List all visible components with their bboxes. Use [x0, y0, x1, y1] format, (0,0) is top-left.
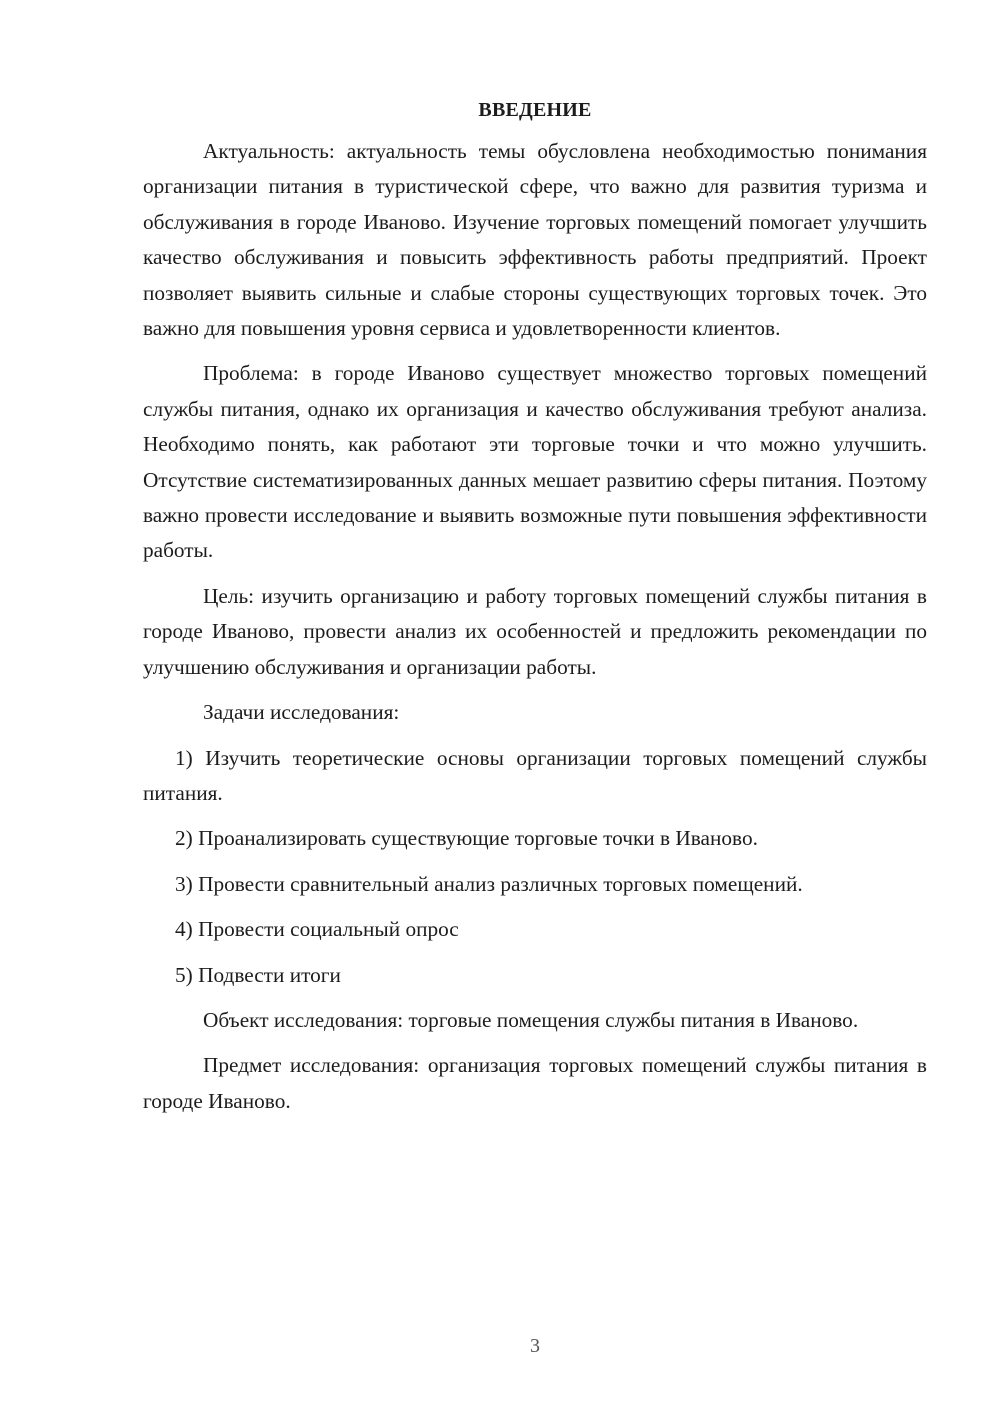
problem-paragraph: Проблема: в городе Иваново существует множество торговых помещений службы питания, однако их организация и качество обслуживания требуют анализа. Необходимо понять, как работают эти торговые точки и что можно улучшить. Отсутствие систематизированных данных мешает развитию сферы питания. Поэтому важно провести исследование и выявить возможные пути повышения эффективности работы. — [143, 361, 927, 563]
task-item-5: 5) Подвести итоги — [175, 962, 341, 987]
goal-paragraph: Цель: изучить организацию и работу торговых помещений службы питания в городе Иваново, провести анализ их особенностей и предложить рекомендации по улучшению обслуживания и организации работы. — [143, 583, 927, 679]
task-item-3: 3) Провести сравнительный анализ различных торговых помещений. — [175, 871, 803, 896]
object-paragraph: Объект исследования: торговые помещения службы питания в Иваново. — [203, 1007, 859, 1032]
task-item-4: 4) Провести социальный опрос — [175, 917, 459, 942]
subject-paragraph: Предмет исследования: организация торговых помещений службы питания в городе Иваново. — [143, 1053, 927, 1113]
task-item-2: 2) Проанализировать существующие торговые точки в Иваново. — [175, 826, 758, 851]
task-item-1: 1) Изучить теоретические основы организации торговых помещений службы питания. — [143, 745, 927, 805]
relevance-paragraph: Актуальность: актуальность темы обусловлена необходимостью понимания организации питания в туристической сфере, что важно для развития туризма и обслуживания в городе Иваново. Изучение торговых помещений помогает улучшить качество обслуживания и повысить эффективность работы предприятий. Проект позволяет выявить сильные и слабые стороны существующих торговых точек. Это важно для повышения уровня сервиса и удовлетворенности клиентов. — [143, 139, 927, 341]
page-content — [143, 92, 927, 1129]
page-number: 3 — [530, 1335, 540, 1357]
tasks-title: Задачи исследования: — [203, 700, 400, 725]
section-heading: ВВЕДЕНИЕ — [478, 99, 592, 121]
